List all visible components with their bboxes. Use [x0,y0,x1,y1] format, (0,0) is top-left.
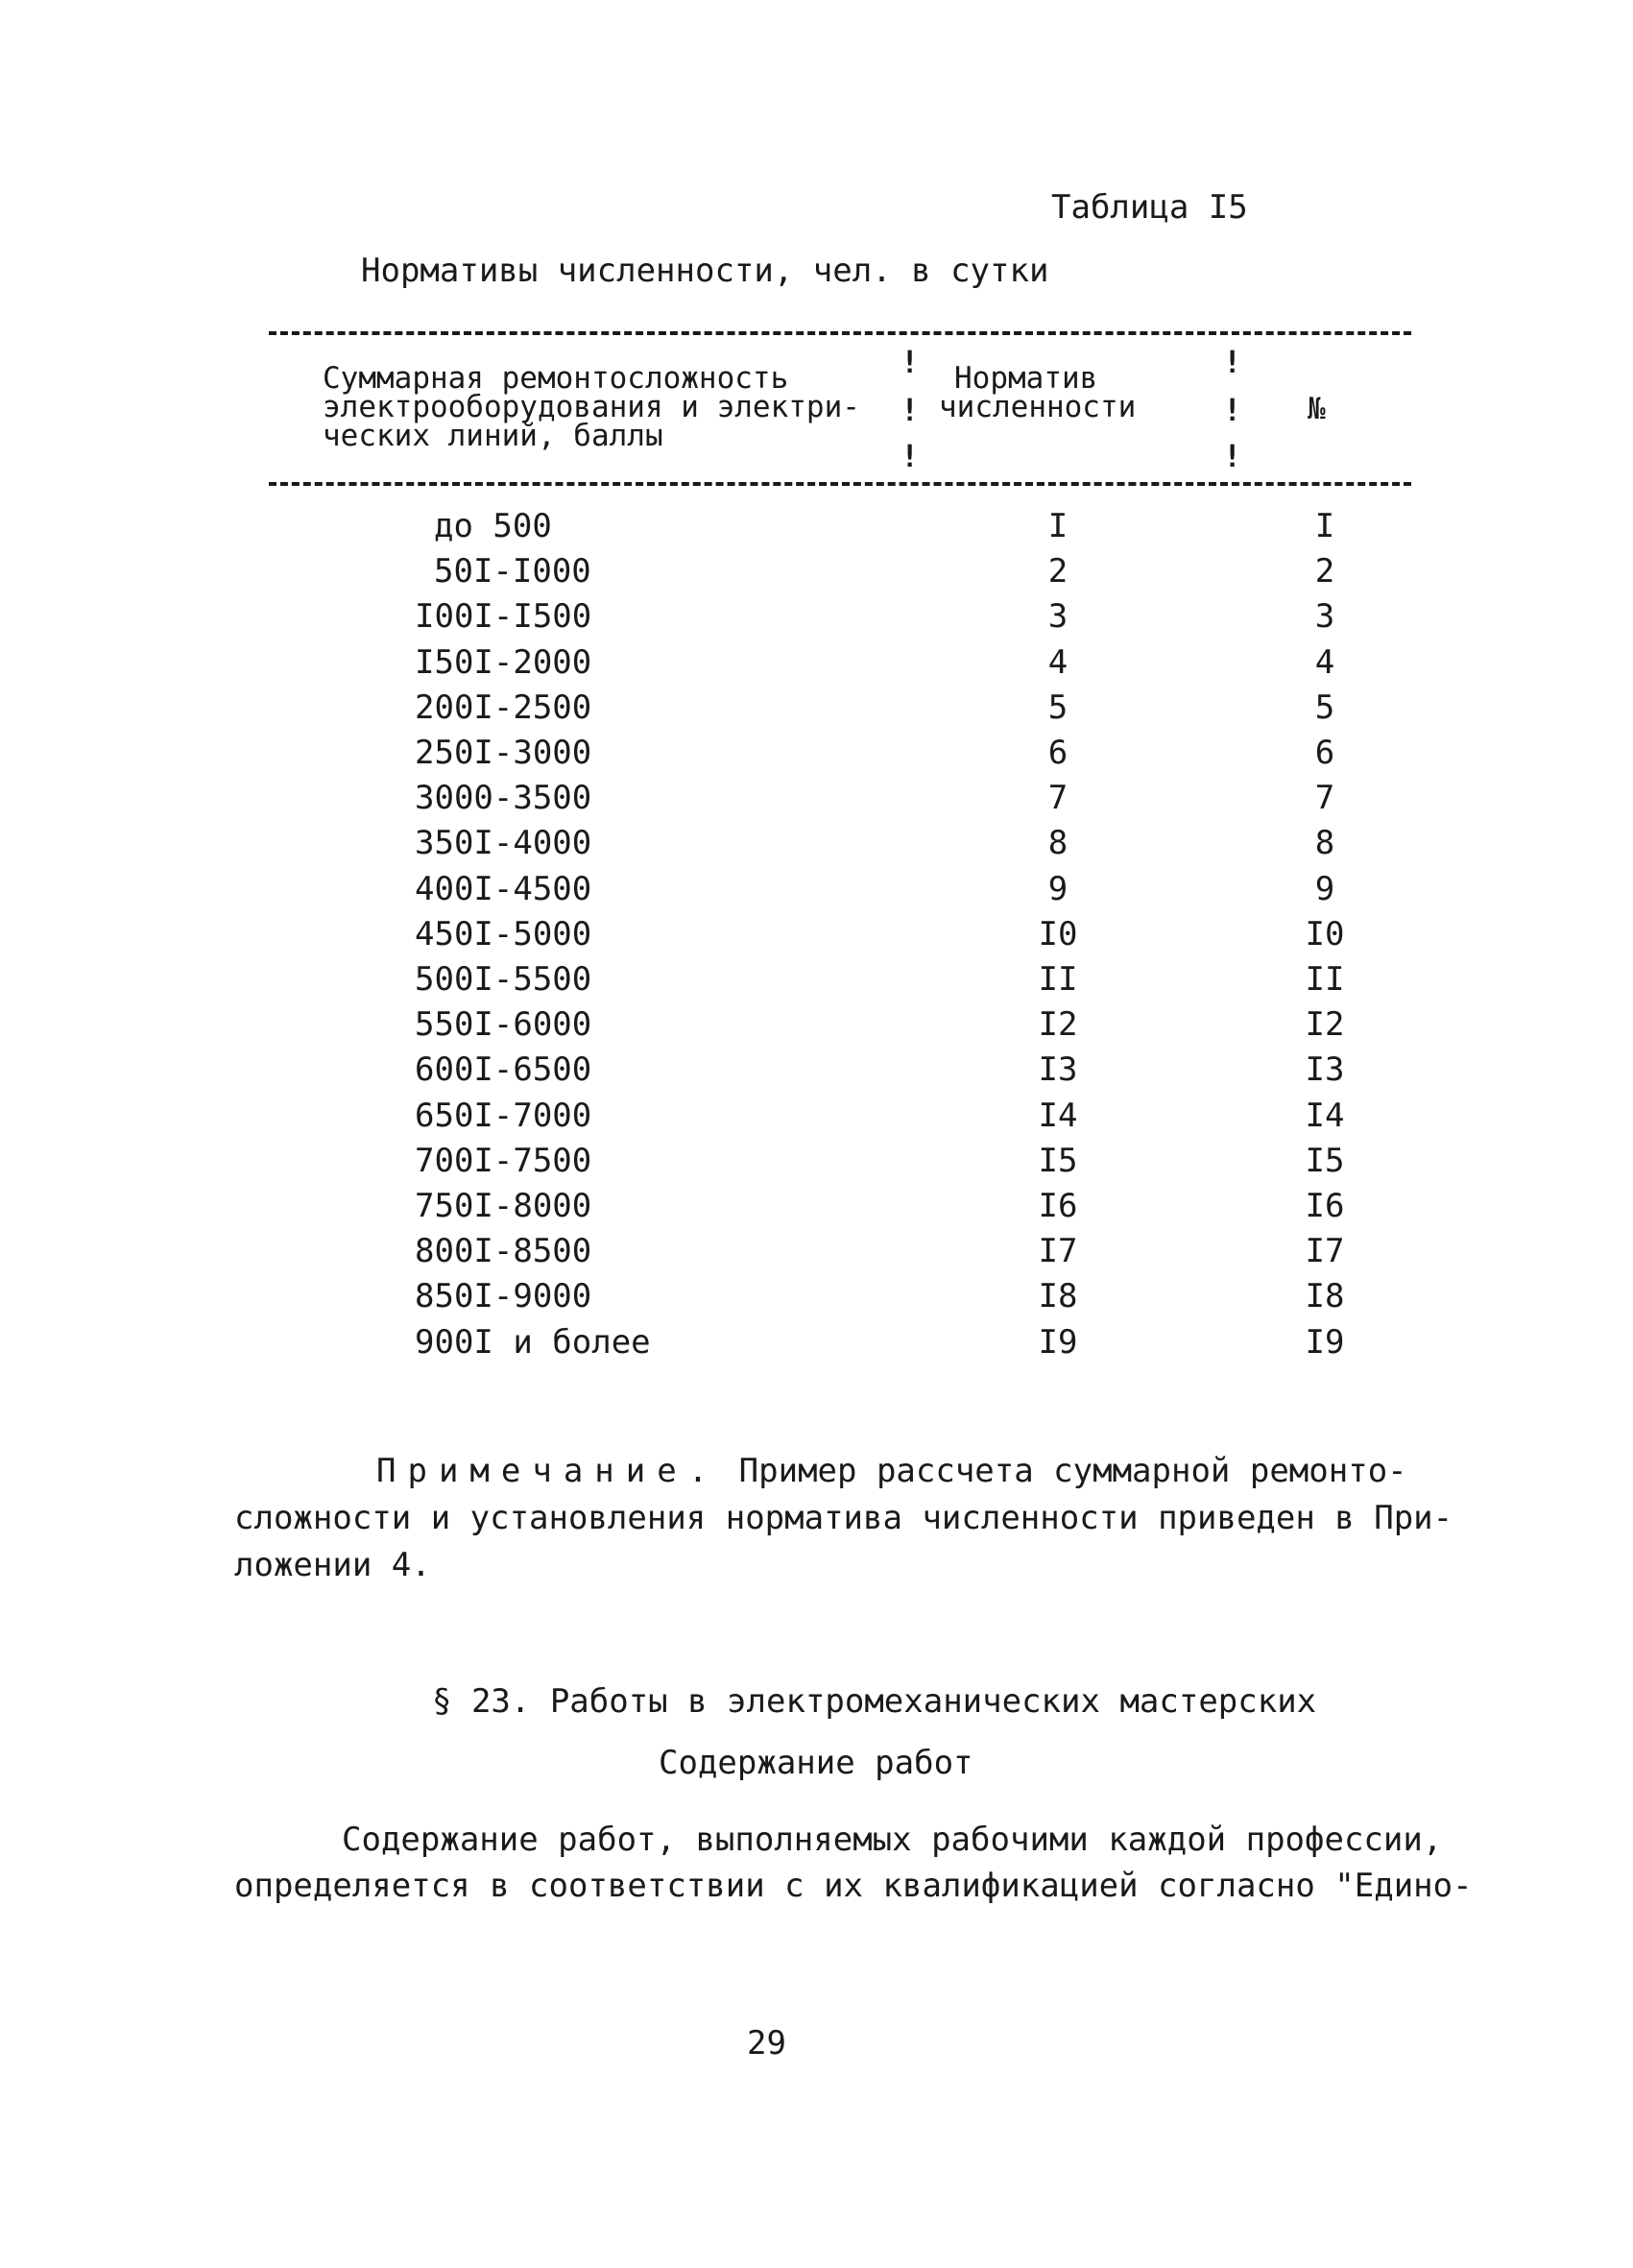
header-col3: № [1308,392,1326,426]
num-cell: 5 [1314,688,1335,727]
num-cell: I2 [1305,1005,1345,1044]
section-line-1: Содержание работ, выполняемых рабочими каждой профессии, [342,1821,1443,1859]
table-top-rule [269,331,1411,335]
table-row [0,1232,1633,1277]
norm-cell: I2 [1038,1005,1078,1044]
note-text-1: Пример рассчета суммарной ремонто- [738,1452,1407,1490]
num-cell: I6 [1305,1187,1345,1225]
num-cell: 6 [1314,734,1335,772]
table-row [0,1005,1633,1050]
num-cell: II [1305,960,1345,999]
num-cell: I4 [1305,1097,1345,1135]
note-label: Примечание. [376,1452,720,1490]
num-cell: I7 [1305,1232,1345,1270]
table-row [0,824,1633,869]
norm-cell: I5 [1038,1142,1078,1180]
header-col1-line2: электрооборудования и электри- [323,390,860,424]
range-cell: 3000-3500 [415,779,592,817]
table-title: Нормативы численности, чел. в сутки [361,252,1049,290]
range-cell: 600I-6500 [415,1050,592,1089]
range-cell: до 500 [434,507,552,545]
table-caption: Таблица I5 [1051,188,1248,227]
range-cell: 800I-8500 [415,1232,592,1270]
num-cell: 9 [1314,870,1335,908]
table-row [0,1277,1633,1322]
range-cell: 500I-5500 [415,960,592,999]
header-separator-1c: ! [901,438,920,474]
norm-cell: I3 [1038,1050,1078,1089]
range-cell: 200I-2500 [415,688,592,727]
num-cell: I [1314,507,1335,545]
norm-cell: 7 [1047,779,1069,817]
note-line-1 [376,1452,1407,1490]
section-line-2: определяется в соответствии с их квалификацией согласно "Едино- [234,1867,1473,1905]
num-cell: I8 [1305,1277,1345,1315]
note-line-2: сложности и установления норматива численности приведен в При- [234,1499,1453,1537]
header-separator-2c: ! [1223,438,1242,474]
range-cell: 350I-4000 [415,824,592,862]
norm-cell: I6 [1038,1187,1078,1225]
table-row [0,915,1633,960]
header-separator-2: ! [1223,344,1242,380]
norm-cell: 4 [1047,643,1069,682]
range-cell: 850I-9000 [415,1277,592,1315]
table-row [0,597,1633,642]
norm-cell: I4 [1038,1097,1078,1135]
norm-cell: I8 [1038,1277,1078,1315]
header-separator-2b: ! [1223,392,1242,428]
range-cell: 550I-6000 [415,1005,592,1044]
range-cell: I00I-I500 [415,597,592,636]
section-subheading: Содержание работ [659,1744,973,1782]
page-number: 29 [747,2024,786,2063]
range-cell: I50I-2000 [415,643,592,682]
range-cell: 450I-5000 [415,915,592,953]
norm-cell: 2 [1047,552,1069,591]
norm-cell: I [1047,507,1069,545]
table-row [0,960,1633,1005]
section-heading: § 23. Работы в электромеханических мастерских [432,1682,1317,1721]
norm-cell: 3 [1047,597,1069,636]
header-separator-1: ! [901,344,920,380]
table-row [0,1097,1633,1142]
table-row [0,1142,1633,1187]
table-row [0,507,1633,552]
norm-cell: II [1038,960,1078,999]
num-cell: 2 [1314,552,1335,591]
num-cell: 8 [1314,824,1335,862]
norm-cell: 9 [1047,870,1069,908]
norm-cell: 5 [1047,688,1069,727]
num-cell: 7 [1314,779,1335,817]
note-line-3: ложении 4. [234,1546,431,1584]
range-cell: 750I-8000 [415,1187,592,1225]
table-header-rule [269,482,1411,486]
num-cell: 3 [1314,597,1335,636]
header-col1-line1: Суммарная ремонтосложность [323,361,789,396]
table-row [0,688,1633,734]
num-cell: I5 [1305,1142,1345,1180]
num-cell: I9 [1305,1323,1345,1362]
table-row [0,870,1633,915]
norm-cell: I7 [1038,1232,1078,1270]
table-row [0,1050,1633,1096]
norm-cell: 6 [1047,734,1069,772]
table-row [0,552,1633,597]
norm-cell: I9 [1038,1323,1078,1362]
header-col2-line1: Норматив [954,361,1098,396]
num-cell: I0 [1305,915,1345,953]
norm-cell: 8 [1047,824,1069,862]
table-row [0,643,1633,688]
table-row [0,1323,1633,1368]
norm-cell: I0 [1038,915,1078,953]
table-row [0,1187,1633,1232]
table-row [0,779,1633,824]
range-cell: 700I-7500 [415,1142,592,1180]
table-row [0,734,1633,779]
num-cell: 4 [1314,643,1335,682]
range-cell: 50I-I000 [434,552,591,591]
range-cell: 400I-4500 [415,870,592,908]
header-col1-line3: ческих линий, баллы [323,419,663,453]
header-col2-line2: численности [939,390,1137,424]
range-cell: 250I-3000 [415,734,592,772]
header-separator-1b: ! [901,392,920,428]
range-cell: 650I-7000 [415,1097,592,1135]
range-cell: 900I и более [415,1323,651,1362]
num-cell: I3 [1305,1050,1345,1089]
